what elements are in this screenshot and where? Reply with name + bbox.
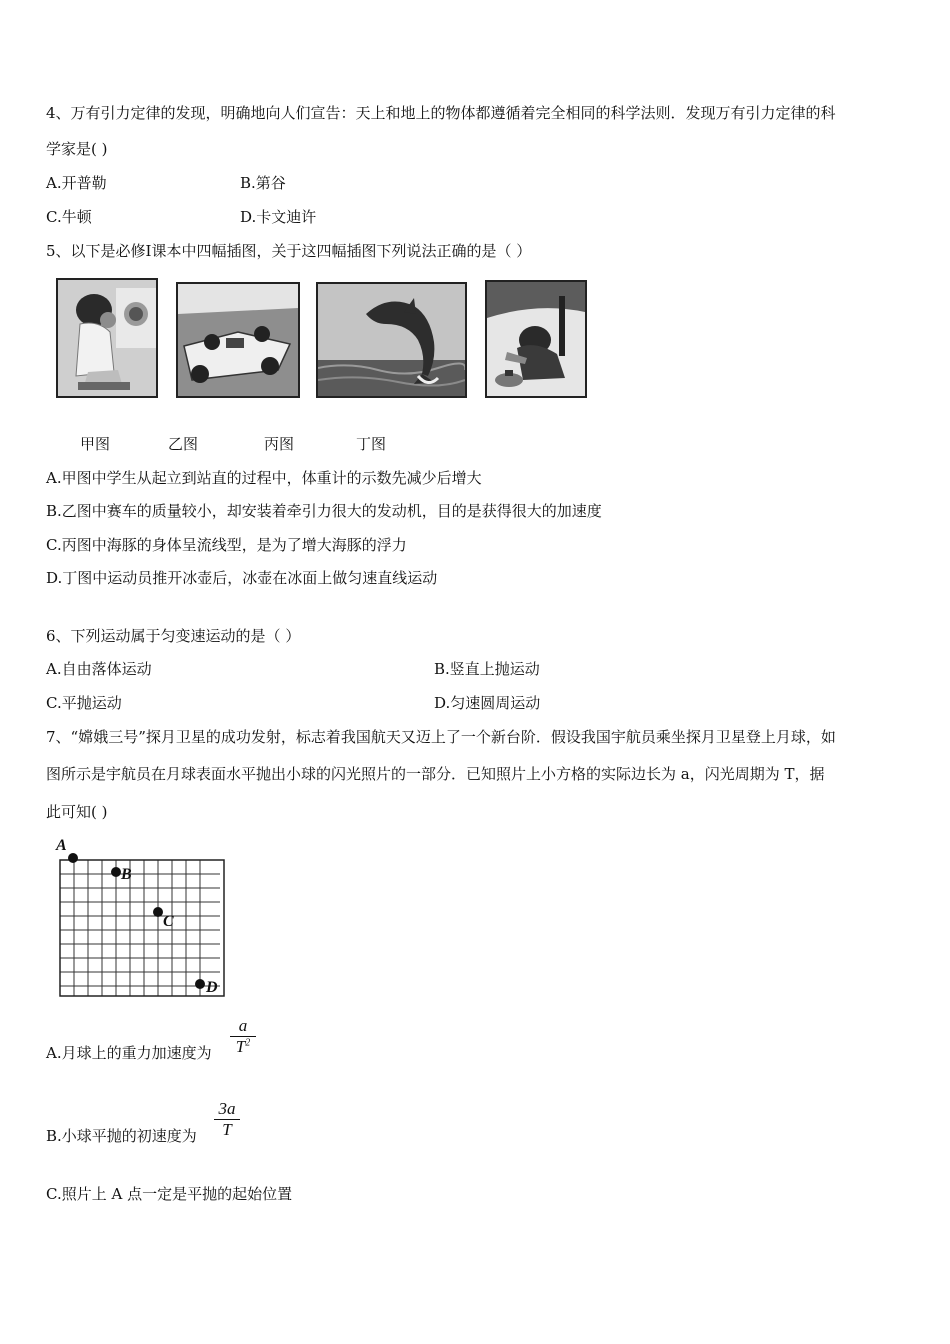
q4-option-a-text: A.开普勒 — [46, 174, 107, 192]
q4-option-b-text: B.第谷 — [240, 174, 286, 192]
q7-grid-figure — [50, 832, 230, 1004]
q7-option-a-denominator — [230, 1037, 256, 1057]
q5-caption-bing: 丙图 — [264, 435, 295, 453]
point-c-label: C — [163, 913, 174, 930]
q7-option-a-den-exp: 2 — [245, 1037, 251, 1049]
q7-stem-line2: 图所示是宇航员在月球表面水平抛出小球的闪光照片的一部分．已知照片上小方格的实际边长为 a，闪光周期为 T，据 — [46, 765, 825, 783]
q6-option-b: B.竖直上抛运动 — [434, 660, 540, 678]
q7-option-a-text: A.月球上的重力加速度为 — [46, 1044, 212, 1062]
photo-ding-curling — [485, 280, 587, 398]
grid-border — [60, 860, 224, 996]
q4-option-c-text: C.牛顿 — [46, 208, 92, 226]
q4-option-d-text: D.卡文迪许 — [240, 208, 317, 226]
q6-option-d: D.匀速圆周运动 — [434, 694, 541, 712]
q6-option-a: A.自由落体运动 — [46, 660, 152, 678]
q7-option-a-numerator: a — [238, 1016, 248, 1035]
point-a-label: A — [56, 837, 67, 854]
q5-caption-ding: 丁图 — [356, 435, 387, 453]
q7-option-b-denominator: T — [222, 1120, 232, 1139]
q6-stem: 6、下列运动属于匀变速运动的是（ ） — [46, 627, 301, 645]
q5-option-b: B.乙图中赛车的质量较小，却安装着牵引力很大的发动机，目的是获得很大的加速度 — [46, 502, 602, 520]
q4-option-a — [46, 173, 107, 193]
photo-bing-dolphin — [316, 282, 467, 398]
q5-stem: 5、以下是必修Ⅰ课本中四幅插图，关于这四幅插图下列说法正确的是（ ） — [46, 242, 532, 260]
point-d-label: D — [206, 979, 218, 996]
q4-stem-line2: 学家是( ) — [46, 140, 108, 158]
q7-option-a-den-base: T — [235, 1037, 246, 1056]
q6-option-c: C.平抛运动 — [46, 694, 122, 712]
q7-option-b-text: B.小球平抛的初速度为 — [46, 1127, 197, 1145]
q4-option-d — [240, 207, 316, 227]
photo-yi-race-car — [176, 282, 300, 398]
q4-stem-line1: 4、万有引力定律的发现，明确地向人们宣告：天上和地上的物体都遵循着完全相同的科学法则．发现万有引力定律的科 — [46, 104, 836, 122]
point-d-dot — [195, 979, 205, 989]
q7-option-b-fraction — [214, 1099, 240, 1140]
q7-option-a-fraction — [230, 1016, 256, 1057]
grid-lines — [60, 860, 220, 996]
q5-option-d: D.丁图中运动员推开冰壶后，冰壶在冰面上做匀速直线运动 — [46, 569, 438, 587]
q7-option-c: C.照片上 A 点一定是平抛的起始位置 — [46, 1185, 293, 1203]
q5-caption-jia: 甲图 — [80, 435, 111, 453]
point-a-dot — [68, 853, 78, 863]
q5-caption-yi: 乙图 — [168, 435, 199, 453]
q5-option-a: A.甲图中学生从起立到站直的过程中，体重计的示数先减少后增大 — [46, 469, 482, 487]
photo-jia-student-on-scale — [56, 278, 158, 398]
point-b-label: B — [121, 866, 132, 883]
q4-option-c — [46, 207, 92, 227]
q5-option-c: C.丙图中海豚的身体呈流线型，是为了增大海豚的浮力 — [46, 536, 407, 554]
q7-stem-line3: 此可知( ) — [46, 803, 108, 821]
point-c-dot — [153, 907, 163, 917]
q7-option-b-numerator: 3a — [218, 1099, 236, 1118]
point-b-dot — [111, 867, 121, 877]
q7-stem-line1: 7、“嫦娥三号”探月卫星的成功发射，标志着我国航天又迈上了一个新台阶．假设我国宇航员乘坐探月卫星登上月球，如 — [46, 728, 836, 746]
q4-option-b — [240, 173, 286, 193]
